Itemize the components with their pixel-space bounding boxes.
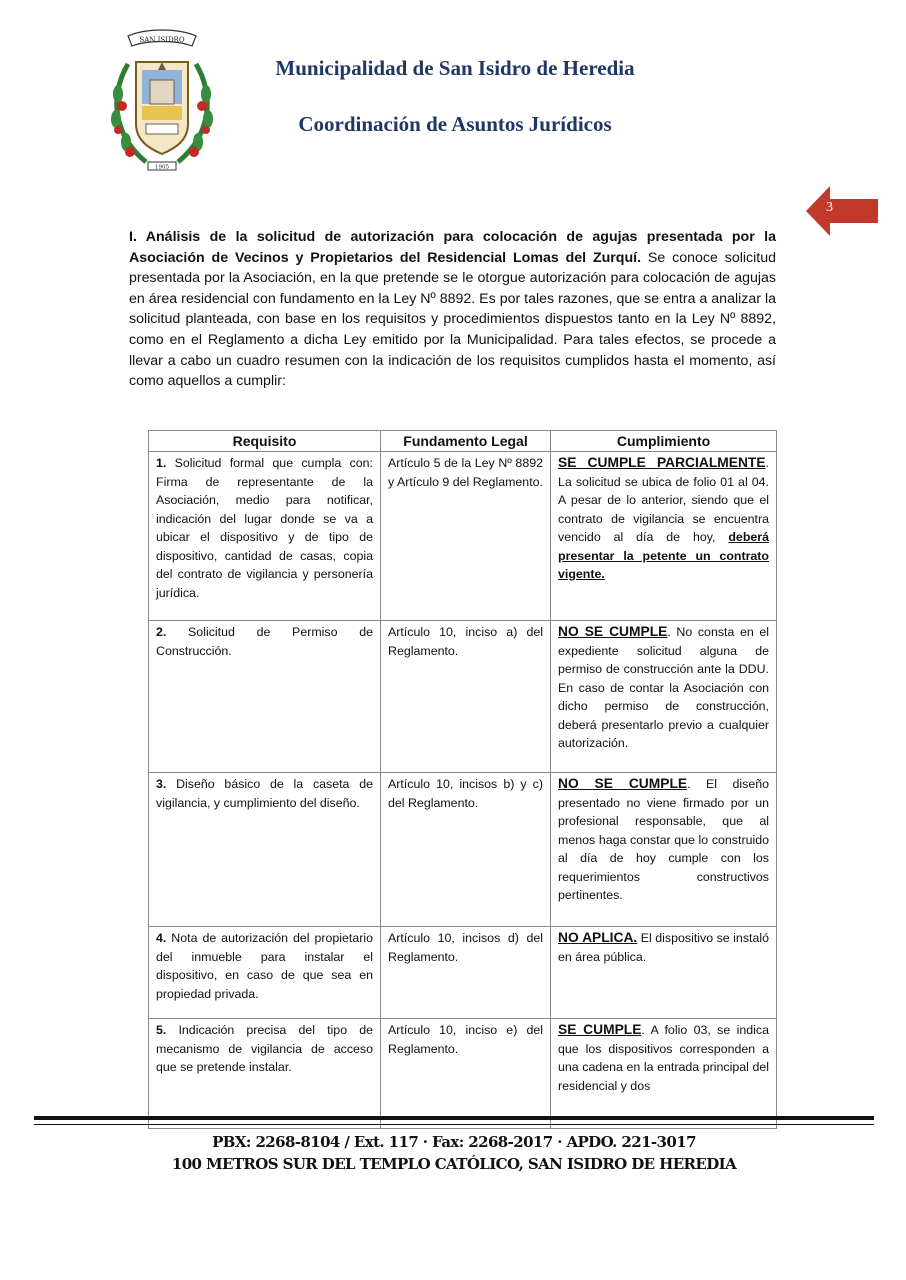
municipal-coat-of-arms-icon [106, 24, 218, 174]
requisito-cell [149, 621, 381, 773]
verdict-label: NO APLICA. [558, 930, 638, 945]
requisito-text: Diseño básico de la caseta de vigilancia, y cumplimiento del diseño. [156, 777, 373, 810]
header-fundamento: Fundamento Legal [381, 431, 551, 452]
table-row [149, 1019, 777, 1129]
requirements-table [148, 430, 777, 1129]
intro-paragraph [129, 227, 776, 392]
requisito-cell [149, 773, 381, 927]
footer-divider-thick [34, 1116, 874, 1120]
table-header-row [149, 431, 777, 452]
requisito-number: 2. [156, 625, 167, 639]
verdict-detail: . A folio 03, se indica que los dispositivos corresponden a una cadena en la entrada principal del residencial y dos [558, 1023, 769, 1093]
cumplimiento-cell [551, 927, 777, 1019]
requisito-number: 5. [156, 1023, 167, 1037]
requisito-number: 1. [156, 456, 167, 470]
requisito-cell [149, 927, 381, 1019]
verdict-detail: . La solicitud se ubica de folio 01 al 04. A pesar de lo anterior, siendo que el contrato de vigilancia se encuentra vencido al día de hoy, [558, 456, 769, 544]
page-tab-arrow-icon [806, 186, 878, 236]
fundamento-cell: Artículo 10, inciso a) del Reglamento. [381, 621, 551, 773]
cumplimiento-cell [551, 621, 777, 773]
table-row [149, 452, 777, 621]
requisito-number: 4. [156, 931, 167, 945]
table-row [149, 773, 777, 927]
table-row [149, 621, 777, 773]
verdict-emphasis: deberá presentar la petente un contrato vigente. [558, 530, 769, 581]
fundamento-cell: Artículo 10, inciso e) del Reglamento. [381, 1019, 551, 1129]
verdict-detail: . El diseño presentado no viene firmado por un profesional responsable, que al menos haga constar que lo construido al día de hoy cumple con los requerimientos constructivos pertinentes. [558, 777, 769, 902]
requisito-text: Solicitud formal que cumpla con: Firma de representante de la Asociación, medio para notificar, indicación del lugar donde se va a ubicar el dispositivo y de tipo de dispositivo, cantidad de casas, copia del contrato de vigilancia y personería jurídica. [156, 456, 373, 600]
footer-contact: PBX: 2268-8104 / Ext. 117 · Fax: 2268-2017 · APDO. 221-3017 [212, 1133, 696, 1151]
verdict-label: SE CUMPLE [558, 1022, 642, 1037]
fundamento-cell: Artículo 5 de la Ley Nº 8892 y Artículo 9 del Reglamento. [381, 452, 551, 621]
cumplimiento-cell [551, 452, 777, 621]
requisito-cell [149, 452, 381, 621]
intro-text: Se conoce solicitud presentada por la Asociación, en la que pretende se le otorgue autorización para colocación de agujas en área residencial con fundamento en la Ley Nº 8892. Es por tales razones, que se entra a analizar la solicitud planteada, con base en los requisitos y procedimientos dispuestos tanto en la Ley Nº 8892, como en el Reglamento a dicha Ley emitido por la Municipalidad. Para tales efectos, se procede a llevar a cabo un cuadro resumen con la indicación de los requisitos cumplidos hasta el momento, así como aquellos a cumplir: [129, 249, 777, 390]
requisito-text: Solicitud de Permiso de Construcción. [156, 625, 373, 658]
footer-divider-thin [34, 1124, 874, 1125]
cumplimiento-cell [551, 773, 777, 927]
verdict-detail: El dispositivo se instaló en área pública. [558, 931, 769, 964]
intro-heading: I. Análisis de la solicitud de autorización para colocación de agujas presentada por la Asociación de Vecinos y Propietarios del Residencial Lomas del Zurquí. [129, 229, 776, 266]
table-row [149, 927, 777, 1019]
footer-address: 100 METROS SUR DEL TEMPLO CATÓLICO, SAN ISIDRO DE HEREDIA [171, 1155, 737, 1173]
verdict-label: SE CUMPLE PARCIALMENTE [558, 455, 766, 470]
page-number: 3 [826, 200, 833, 215]
fundamento-cell: Artículo 10, incisos b) y c) del Reglamento. [381, 773, 551, 927]
verdict-detail: . No consta en el expediente solicitud alguna de permiso de construcción ante la DDU. En caso de contar la Asociación con dicho permiso de construcción, deberá presentarlo previo a cualquier autorización. [558, 625, 769, 750]
header-cumplimiento: Cumplimiento [551, 431, 777, 452]
requisito-cell [149, 1019, 381, 1129]
svg-text:SAN ISIDRO: SAN ISIDRO [139, 36, 185, 44]
page-subtitle: Coordinación de Asuntos Jurídicos [298, 112, 612, 136]
verdict-label: NO SE CUMPLE [558, 776, 688, 791]
verdict-label: NO SE CUMPLE [558, 624, 668, 639]
fundamento-cell: Artículo 10, incisos d) del Reglamento. [381, 927, 551, 1019]
header-requisito: Requisito [149, 431, 381, 452]
page-title: Municipalidad de San Isidro de Heredia [275, 56, 635, 80]
requisito-text: Nota de autorización del propietario del inmueble para instalar el dispositivo, en caso de que sea en propiedad privada. [156, 931, 373, 1001]
requisito-text: Indicación precisa del tipo de mecanismo de vigilancia de acceso que se pretende instalar. [156, 1023, 373, 1074]
svg-text:1905: 1905 [155, 164, 169, 171]
cumplimiento-cell [551, 1019, 777, 1129]
requisito-number: 3. [156, 777, 167, 791]
